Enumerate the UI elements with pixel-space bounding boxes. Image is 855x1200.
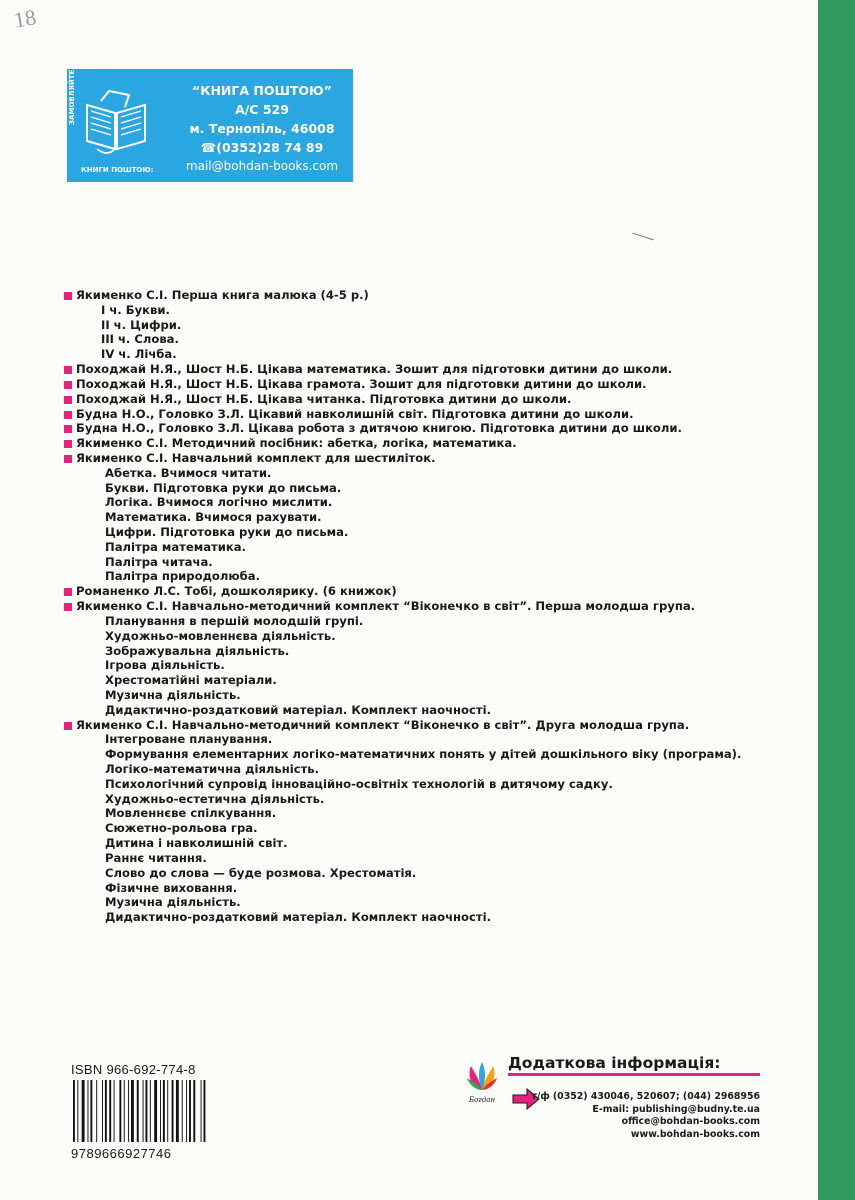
catalog-entry-text: ІІ ч. Цифри.: [101, 317, 182, 332]
catalog-subentry: [63, 673, 815, 688]
barcode-bar: [189, 1080, 191, 1142]
handwritten-page-number: 18: [11, 4, 38, 33]
catalog-entry-text: Ігрова діяльність.: [105, 658, 225, 673]
catalog-entry-text: Дидактично-роздатковий матеріал. Комплект наочності.: [105, 910, 491, 925]
catalog-subentry: [63, 318, 815, 333]
catalog-entry-text: Формування елементарних логіко-математичних понять у дітей дошкільного віку (програма).: [105, 747, 742, 762]
barcode-bar: [176, 1080, 179, 1142]
catalog-entry-text: Якименко С.І. Перша книга малюка (4-5 р.): [76, 288, 369, 302]
barcode-bar: [204, 1080, 206, 1142]
isbn-label: ISBN 966-692-774-8: [71, 1062, 196, 1077]
stamp-email: mail@bohdan-books.com: [185, 159, 339, 173]
catalog-entry-text: Якименко С.І. Навчальний комплект для шестиліток.: [76, 450, 436, 465]
catalog-entry-text: Якименко С.І. Навчально-методичний комплект “Віконечко в світ”. Перша молодша група.: [76, 599, 696, 614]
info-contacts: [531, 1091, 760, 1141]
bullet-square-icon: [64, 440, 72, 448]
barcode-icon: [71, 1080, 221, 1142]
barcode-bar: [150, 1080, 151, 1142]
catalog-entry: [63, 451, 815, 466]
stamp-po-box: А/С 529: [235, 102, 289, 117]
barcode-bar: [131, 1080, 134, 1142]
catalog-entry: [63, 718, 815, 733]
publisher-logo-text: Богдан: [468, 1096, 496, 1104]
bullet-square-icon: [64, 396, 72, 404]
barcode-bar: [193, 1080, 195, 1142]
barcode-bar: [163, 1080, 165, 1142]
catalog-entry-text: Логіка. Вчимося логічно мислити.: [105, 495, 333, 510]
barcode-bar: [124, 1080, 125, 1142]
catalog-entry-text: Планування в першій молодшій групі.: [105, 613, 364, 628]
stamp-caption: КНИГИ ПОШТОЮ:: [81, 166, 154, 174]
barcode-bar: [172, 1080, 174, 1142]
catalog-subentry: [63, 910, 815, 925]
catalog-entry: [63, 584, 815, 599]
catalog-entry-text: Якименко С.І. Методичний посібник: абетка, логіка, математика.: [76, 436, 517, 451]
barcode-bar: [154, 1080, 157, 1142]
catalog-entry-text: Будна Н.О., Головко З.Л. Цікава робота з дитячою книгою. Підготовка дитини до школи.: [76, 421, 682, 436]
catalog-entry-text: Палітра читача.: [105, 554, 213, 569]
catalog-entry-text: Романенко Л.С. Тобі, дошколярику. (6 книжок): [76, 584, 397, 599]
barcode-bar: [128, 1080, 129, 1142]
catalog-entry-text: Палітра природолюба.: [105, 569, 260, 584]
bullet-square-icon: [64, 425, 72, 433]
catalog-entry-text: Походжай Н.Я., Шост Н.Б. Цікава читанка. Підготовка дитини до школи.: [76, 391, 572, 406]
catalog-subentry: [63, 510, 815, 525]
barcode-bar: [88, 1080, 89, 1142]
barcode-bar: [77, 1080, 78, 1142]
stray-mark: [632, 233, 653, 241]
catalog-subentry: [63, 481, 815, 496]
catalog-subentry: [63, 569, 815, 584]
catalog-entry: [63, 407, 815, 422]
barcode-bar: [82, 1080, 85, 1142]
book-catalog-list: [63, 288, 815, 925]
catalog-subentry: [63, 792, 815, 807]
catalog-entry-text: Походжай Н.Я., Шост Н.Б. Цікава математика. Зошит для підготовки дитини до школи.: [76, 362, 673, 377]
info-email: E-mail: publishing@budny.te.ua: [592, 1103, 760, 1115]
catalog-entry-text: Дитина і навколишній світ.: [105, 836, 288, 851]
catalog-subentry: [63, 836, 815, 851]
catalog-subentry: [63, 540, 815, 555]
catalog-subentry: [63, 881, 815, 896]
catalog-subentry: [63, 332, 815, 347]
barcode-bar: [182, 1080, 183, 1142]
catalog-entry-text: Художньо-мовленнєва діяльність.: [105, 628, 336, 643]
catalog-subentry: [63, 629, 815, 644]
barcode-bar: [109, 1080, 111, 1142]
catalog-entry: [63, 392, 815, 407]
bullet-square-icon: [64, 366, 72, 374]
catalog-entry-text: Хрестоматійні матеріали.: [105, 673, 277, 688]
bullet-square-icon: [64, 381, 72, 389]
catalog-entry-text: Психологічний супровід інноваційно-освітніх технологій в дитячому садку.: [105, 776, 613, 791]
barcode-bar: [119, 1080, 121, 1142]
catalog-subentry: [63, 525, 815, 540]
barcode-bar: [114, 1080, 115, 1142]
additional-info-block: [508, 1054, 760, 1140]
catalog-entry-text: Музична діяльність.: [105, 895, 241, 910]
catalog-subentry: [63, 703, 815, 718]
catalog-entry: [63, 599, 815, 614]
barcode-bar: [102, 1080, 103, 1142]
barcode-bar: [146, 1080, 148, 1142]
catalog-subentry: [63, 747, 815, 762]
catalog-subentry: [63, 466, 815, 481]
catalog-subentry: [63, 644, 815, 659]
catalog-subentry: [63, 614, 815, 629]
catalog-entry-text: Будна Н.О., Головко З.Л. Цікавий навколишній світ. Підготовка дитини до школи.: [76, 406, 634, 421]
info-email-office: office@bohdan-books.com: [621, 1116, 760, 1127]
bullet-square-icon: [64, 603, 72, 611]
catalog-subentry: [63, 347, 815, 362]
barcode-digits: 9789666927746: [71, 1146, 172, 1161]
catalog-entry-text: Цифри. Підготовка руки до письма.: [105, 525, 349, 539]
bullet-square-icon: [64, 292, 72, 300]
barcode-bar: [137, 1080, 139, 1142]
catalog-entry-text: Зображувальна діяльність.: [105, 643, 290, 658]
info-title-underline: [508, 1073, 760, 1076]
catalog-entry: [63, 436, 815, 451]
catalog-subentry: [63, 555, 815, 570]
catalog-entry-text: Мовленнєве спілкування.: [105, 806, 277, 821]
green-edge-strip: [818, 0, 855, 1200]
catalog-entry-text: Палітра математика.: [105, 539, 246, 554]
catalog-entry-text: Походжай Н.Я., Шост Н.Б. Цікава грамота. Зошит для підготовки дитини до школи.: [76, 376, 647, 391]
publisher-logo-icon: [463, 1060, 501, 1106]
catalog-entry: [63, 362, 815, 377]
catalog-subentry: [63, 866, 815, 881]
stamp-vertical-label: [68, 69, 78, 175]
catalog-entry-text: Якименко С.І. Навчально-методичний комплект “Віконечко в світ”. Друга молодша група.: [76, 717, 690, 732]
barcode-bar: [186, 1080, 187, 1142]
catalog-subentry: [63, 821, 815, 836]
catalog-subentry: [63, 895, 815, 910]
order-by-mail-stamp: [67, 69, 353, 182]
catalog-entry-text: ІІІ ч. Слова.: [101, 332, 179, 347]
catalog-entry-text: Раннє читання.: [105, 850, 207, 865]
info-title: Додаткова інформація:: [508, 1054, 721, 1072]
catalog-subentry: [63, 806, 815, 821]
stamp-city: м. Тернопіль, 46008: [189, 121, 335, 136]
catalog-entry: [63, 421, 815, 436]
bullet-square-icon: [64, 455, 72, 463]
barcode-bar: [90, 1080, 92, 1142]
catalog-entry-text: Сюжетно-рольова гра.: [105, 821, 258, 836]
barcode-bar: [167, 1080, 168, 1142]
catalog-entry-text: ІV ч. Лічба.: [101, 347, 177, 362]
stamp-phone: ☎(0352)28 74 89: [200, 140, 324, 155]
catalog-subentry: [63, 303, 815, 318]
catalog-subentry: [63, 688, 815, 703]
catalog-subentry: [63, 495, 815, 510]
catalog-entry: [63, 288, 815, 303]
catalog-entry-text: Математика. Вчимося рахувати.: [105, 510, 322, 525]
open-book-icon: [81, 87, 151, 159]
barcode-bar: [96, 1080, 97, 1142]
catalog-entry-text: Абетка. Вчимося читати.: [105, 465, 272, 480]
bullet-square-icon: [64, 411, 72, 419]
catalog-entry-text: Дидактично-роздатковий матеріал. Комплект наочності.: [105, 702, 491, 717]
catalog-entry-text: І ч. Букви.: [101, 302, 170, 317]
stamp-vertical-text: ЗАМОВЛЯЙТЕ: [68, 69, 76, 125]
catalog-entry-text: Інтегроване планування.: [105, 732, 273, 747]
catalog-entry: [63, 377, 815, 392]
catalog-subentry: [63, 762, 815, 777]
stamp-title: “КНИГА ПОШТОЮ”: [192, 83, 332, 98]
barcode-block: [71, 1062, 223, 1161]
catalog-entry-text: Художньо-естетична діяльність.: [105, 791, 325, 806]
catalog-subentry: [63, 851, 815, 866]
catalog-subentry: [63, 732, 815, 747]
barcode-bar: [143, 1080, 144, 1142]
catalog-entry-text: Слово до слова — буде розмова. Хрестоматія.: [105, 865, 417, 880]
bullet-square-icon: [64, 588, 72, 596]
bullet-square-icon: [64, 722, 72, 730]
barcode-bar: [105, 1080, 107, 1142]
barcode-bar: [201, 1080, 202, 1142]
info-phone: т/ф (0352) 430046, 520607; (044) 2968956: [531, 1091, 760, 1102]
catalog-subentry: [63, 658, 815, 673]
catalog-subentry: [63, 777, 815, 792]
barcode-bar: [160, 1080, 161, 1142]
barcode-bar: [73, 1080, 75, 1142]
catalog-entry-text: Музична діяльність.: [105, 687, 241, 702]
catalog-entry-text: Букви. Підготовка руки до письма.: [105, 480, 342, 495]
info-website[interactable]: www.bohdan-books.com: [630, 1128, 760, 1140]
stamp-address-block: [177, 81, 347, 176]
catalog-entry-text: Логіко-математична діяльність.: [105, 762, 320, 776]
catalog-entry-text: Фізичне виховання.: [105, 880, 238, 895]
